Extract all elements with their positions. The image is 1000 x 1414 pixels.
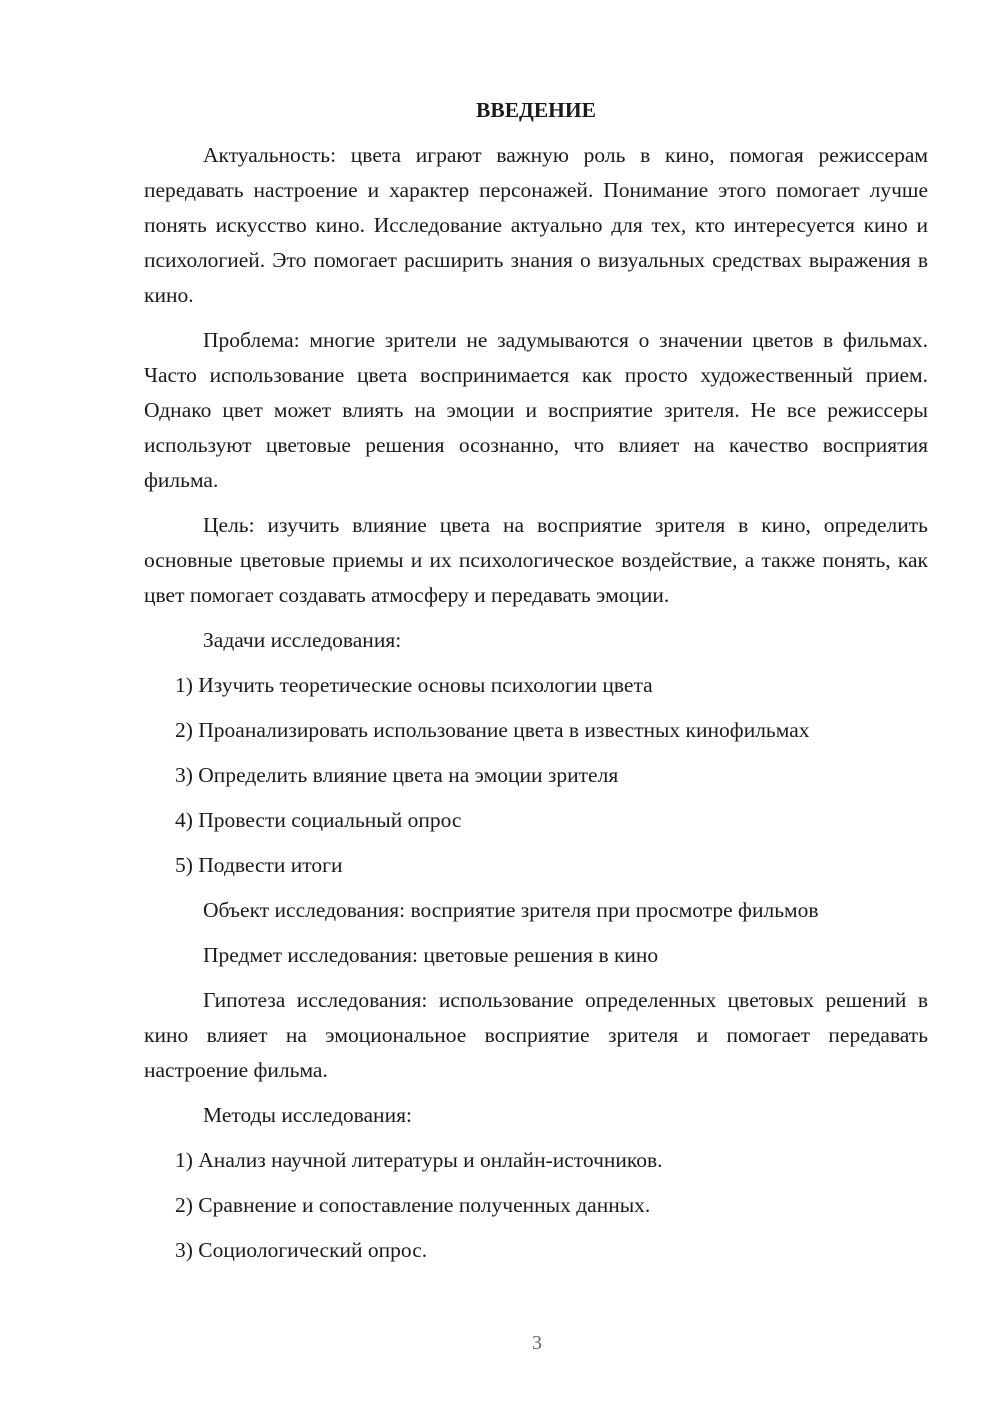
tasks-list	[144, 668, 928, 883]
method-item: 3) Социологический опрос.	[175, 1238, 428, 1262]
relevance-paragraph: Актуальность: цвета играют важную роль в кино, помогая режиссерам передавать настроение и характер персонажей. Понимание этого помогает лучше понять искусство кино. Исследование актуально для тех, кто интересуется кино и психологией. Это помогает расширить знания о визуальных средствах выражения в кино.	[144, 143, 928, 307]
method-item: 2) Сравнение и сопоставление полученных данных.	[175, 1193, 651, 1217]
page-title: ВВЕДЕНИЕ	[476, 98, 596, 122]
tasks-heading: Задачи исследования:	[203, 628, 402, 652]
task-item: 2) Проанализировать использование цвета в известных кинофильмах	[175, 718, 810, 742]
task-item: 1) Изучить теоретические основы психологии цвета	[175, 673, 653, 697]
methods-list	[144, 1143, 928, 1268]
task-item: 3) Определить влияние цвета на эмоции зрителя	[175, 763, 619, 787]
task-item: 5) Подвести итоги	[175, 853, 343, 877]
subject-line: Предмет исследования: цветовые решения в кино	[203, 943, 659, 967]
task-item: 4) Провести социальный опрос	[175, 808, 462, 832]
method-item: 1) Анализ научной литературы и онлайн-источников.	[175, 1148, 663, 1172]
goal-paragraph: Цель: изучить влияние цвета на восприятие зрителя в кино, определить основные цветовые приемы и их психологическое воздействие, а также понять, как цвет помогает создавать атмосферу и передавать эмоции.	[144, 513, 928, 607]
document-page	[144, 96, 928, 1278]
methods-heading: Методы исследования:	[203, 1103, 412, 1127]
page-number: 3	[532, 1332, 542, 1354]
object-line: Объект исследования: восприятие зрителя при просмотре фильмов	[203, 898, 819, 922]
hypothesis-paragraph: Гипотеза исследования: использование определенных цветовых решений в кино влияет на эмоциональное восприятие зрителя и помогает передавать настроение фильма.	[144, 988, 928, 1082]
problem-paragraph: Проблема: многие зрители не задумываются о значении цветов в фильмах. Часто использование цвета воспринимается как просто художественный прием. Однако цвет может влиять на эмоции и восприятие зрителя. Не все режиссеры используют цветовые решения осознанно, что влияет на качество восприятия фильма.	[144, 328, 928, 492]
